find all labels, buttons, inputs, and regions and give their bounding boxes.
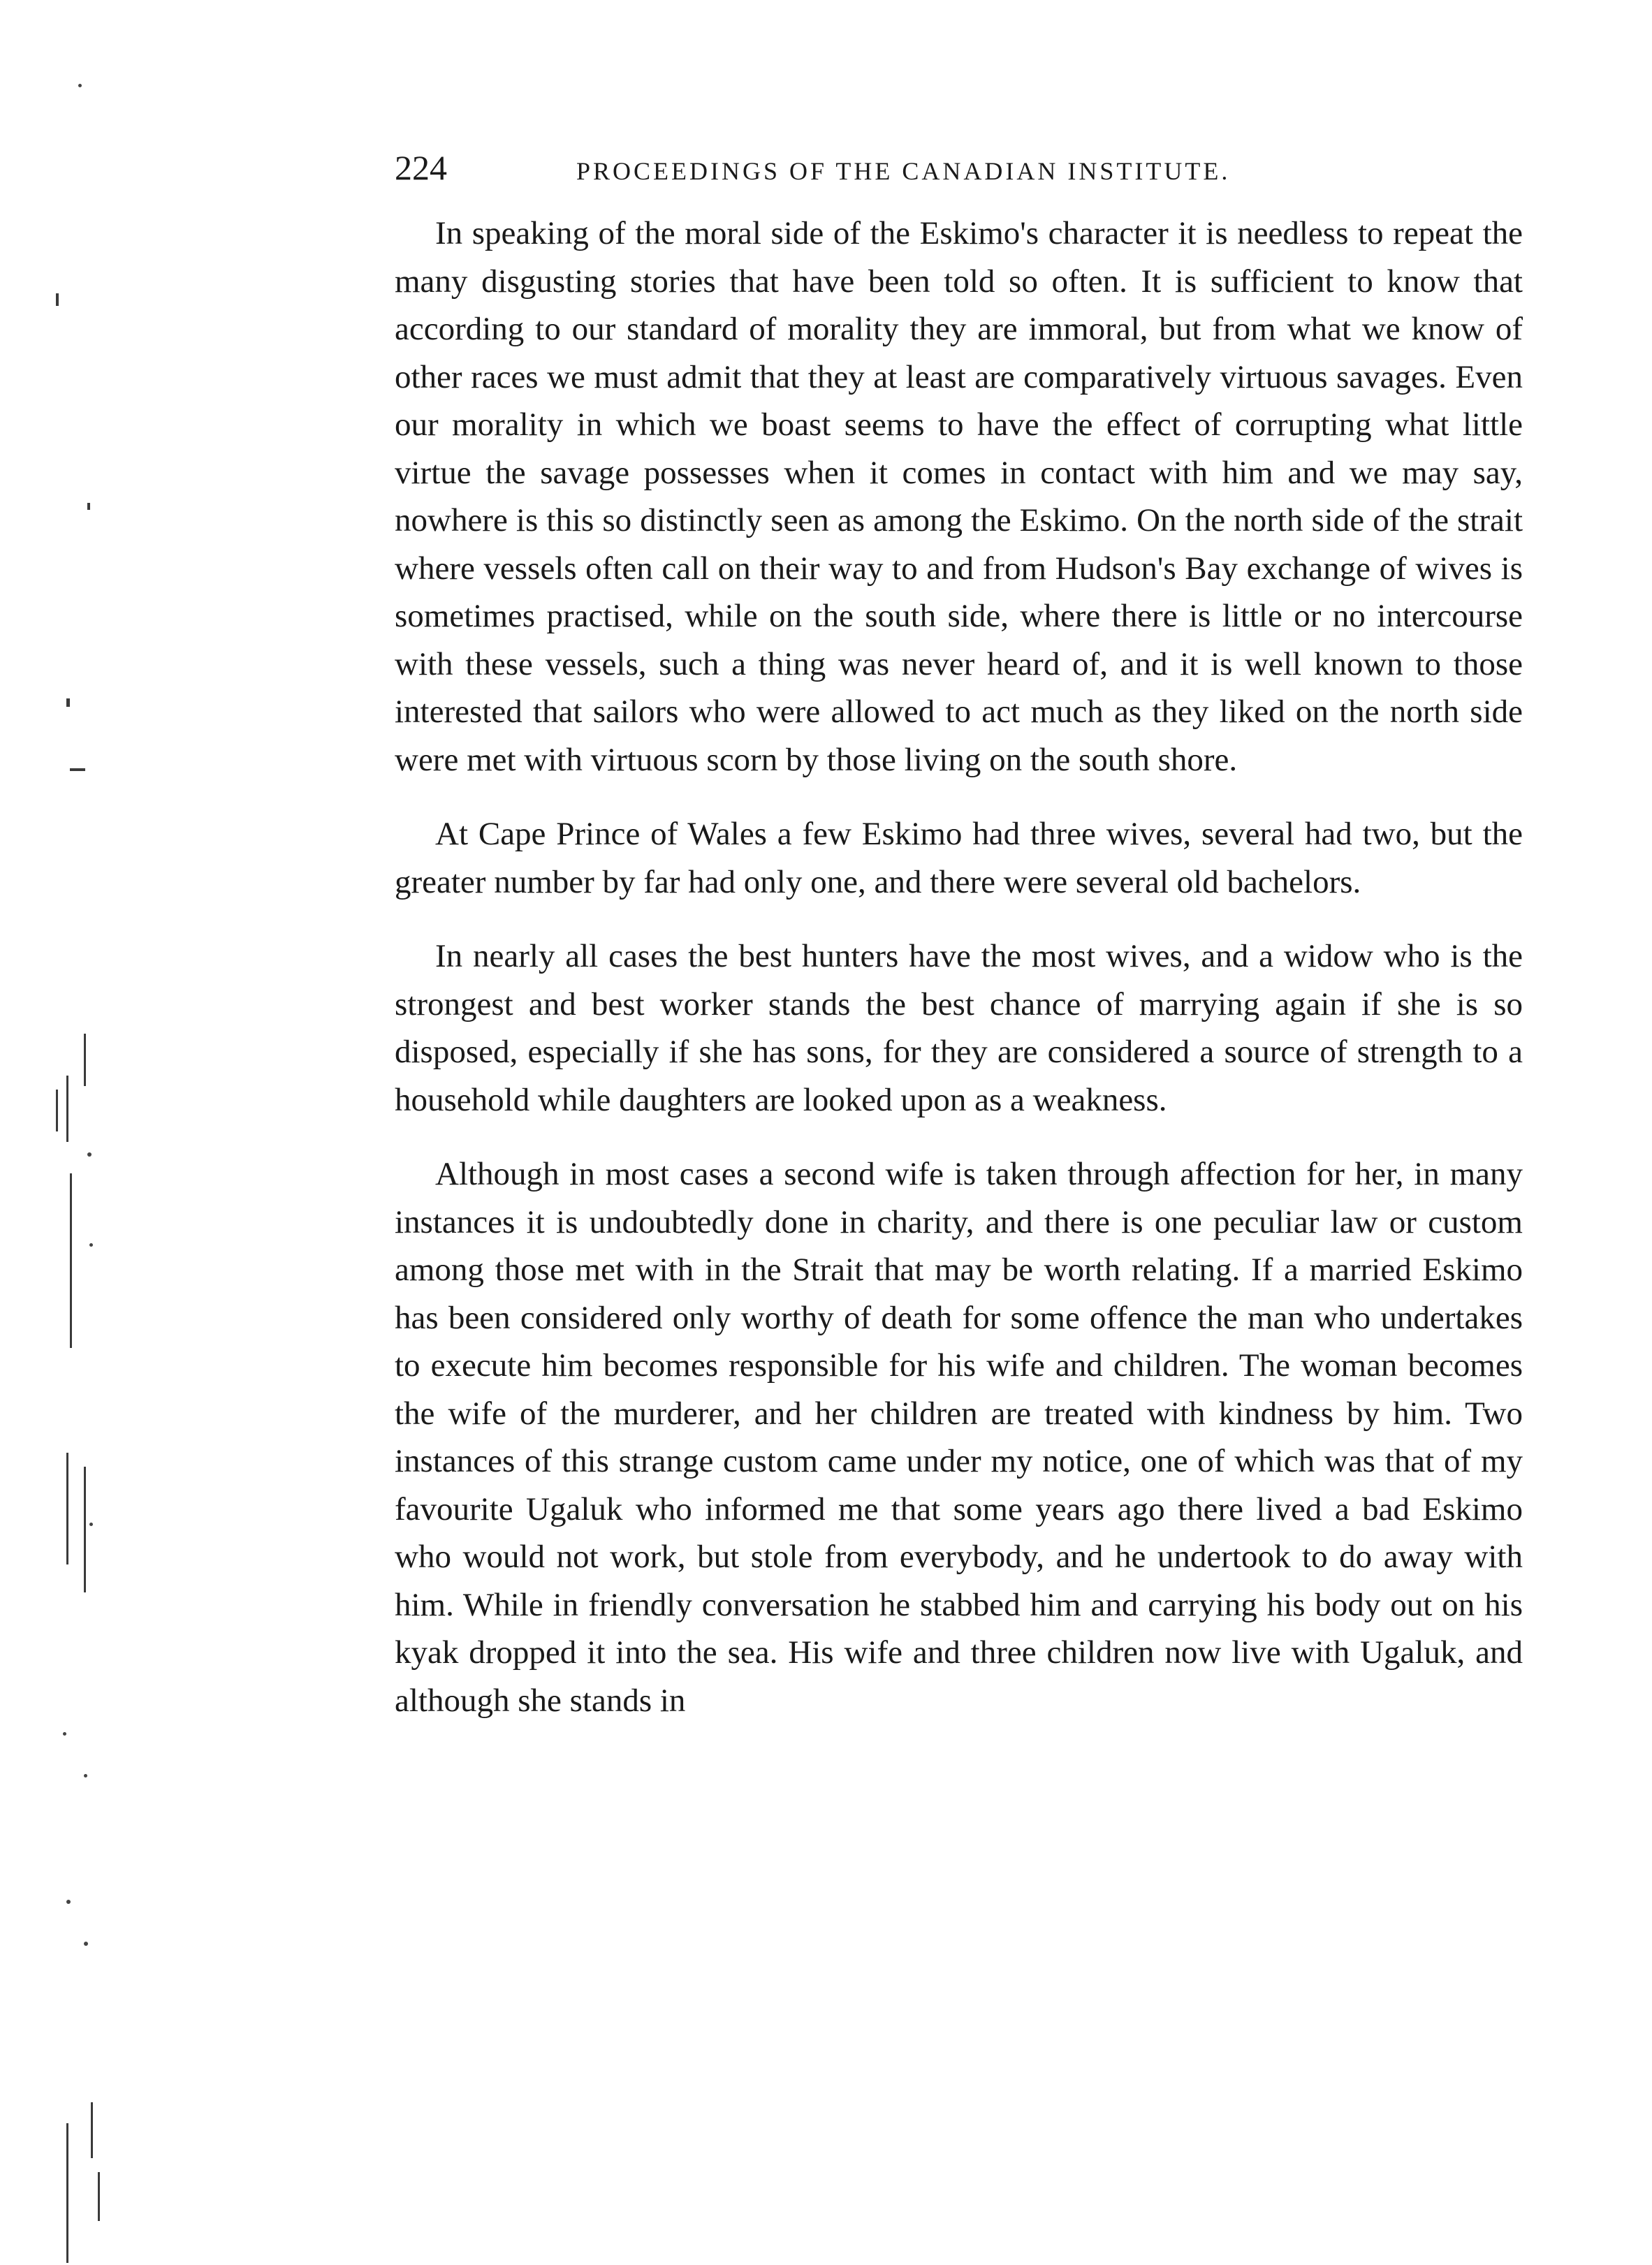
scan-line (98, 2172, 100, 2221)
scan-line (66, 1453, 68, 1564)
scan-line (84, 1467, 86, 1592)
scan-speck (87, 503, 90, 510)
scan-line (84, 1034, 86, 1086)
body-text (395, 210, 1523, 1751)
scan-speck (78, 84, 82, 87)
scan-speck (89, 1523, 93, 1526)
scan-speck (63, 1732, 66, 1736)
paragraph: At Cape Prince of Wales a few Eskimo had three wives, several had two, but the greater number by far had only one, and there were several old bachelors. (395, 816, 1523, 900)
scan-line (70, 1173, 72, 1348)
scan-speck (84, 1942, 88, 1946)
paragraph: In nearly all cases the best hunters have the most wives, and a widow who is the strongest and best worker stands the best chance of marrying again if she is so disposed, especially if she has sons, for they are considered a source of strength to a household while daughters are looked upon as a weakness. (395, 938, 1523, 1118)
page-header (395, 147, 1526, 196)
scan-line (91, 2102, 93, 2158)
scan-speck (89, 1243, 93, 1247)
scan-speck (87, 1152, 92, 1157)
paragraph: Although in most cases a second wife is taken through affection for her, in many instances it is undoubtedly done in charity, and there is one peculiar law or custom among those met with in the Strait that may be worth relating. If a married Eskimo has been considered only worthy of death for some offence the man who undertakes to execute him becomes responsible for his wife and children. The woman becomes the wife of the murderer, and her children are treated with kindness by him. Two instances of this strange custom came under my notice, one of which was that of my favourite Ugaluk who informed me that some years ago there lived a bad Eskimo who would not work, but stole from everybody, and he undertook to do away with him. While in friendly conversation he stabbed him and carrying his body out on his kyak dropped it into the sea. His wife and three children now live with Ugaluk, and although she stands in (395, 1156, 1523, 1719)
running-title: PROCEEDINGS OF THE CANADIAN INSTITUTE. (576, 157, 1231, 185)
scan-margin-artifacts (0, 0, 140, 2265)
scan-speck (56, 293, 59, 306)
scan-speck (66, 698, 70, 707)
scan-line (66, 1076, 68, 1142)
scan-speck (66, 1900, 71, 1904)
scan-line (66, 2123, 68, 2263)
scan-line (56, 1090, 58, 1131)
scan-speck (84, 1774, 87, 1777)
page-number: 224 (395, 148, 447, 187)
paragraph: In speaking of the moral side of the Eskimo's character it is needless to repeat the many disgusting stories that have been told so often. It is sufficient to know that according to our standard of morality they are immoral, but from what we know of other races we must admit that they at least are comparatively virtuous savages. Even our morality in which we boast seems to have the effect of corrupting what little virtue the savage possesses when it comes in contact with him and we may say, nowhere is this so distinctly seen as among the Eskimo. On the north side of the strait where vessels often call on their way to and from Hudson's Bay exchange of wives is sometimes practised, while on the south side, where there is little or no intercourse with these vessels, such a thing was never heard of, and it is well known to those interested that sailors who were allowed to act much as they liked on the north side were met with virtuous scorn by those living on the south shore. (395, 215, 1523, 778)
scan-dash (70, 768, 85, 771)
